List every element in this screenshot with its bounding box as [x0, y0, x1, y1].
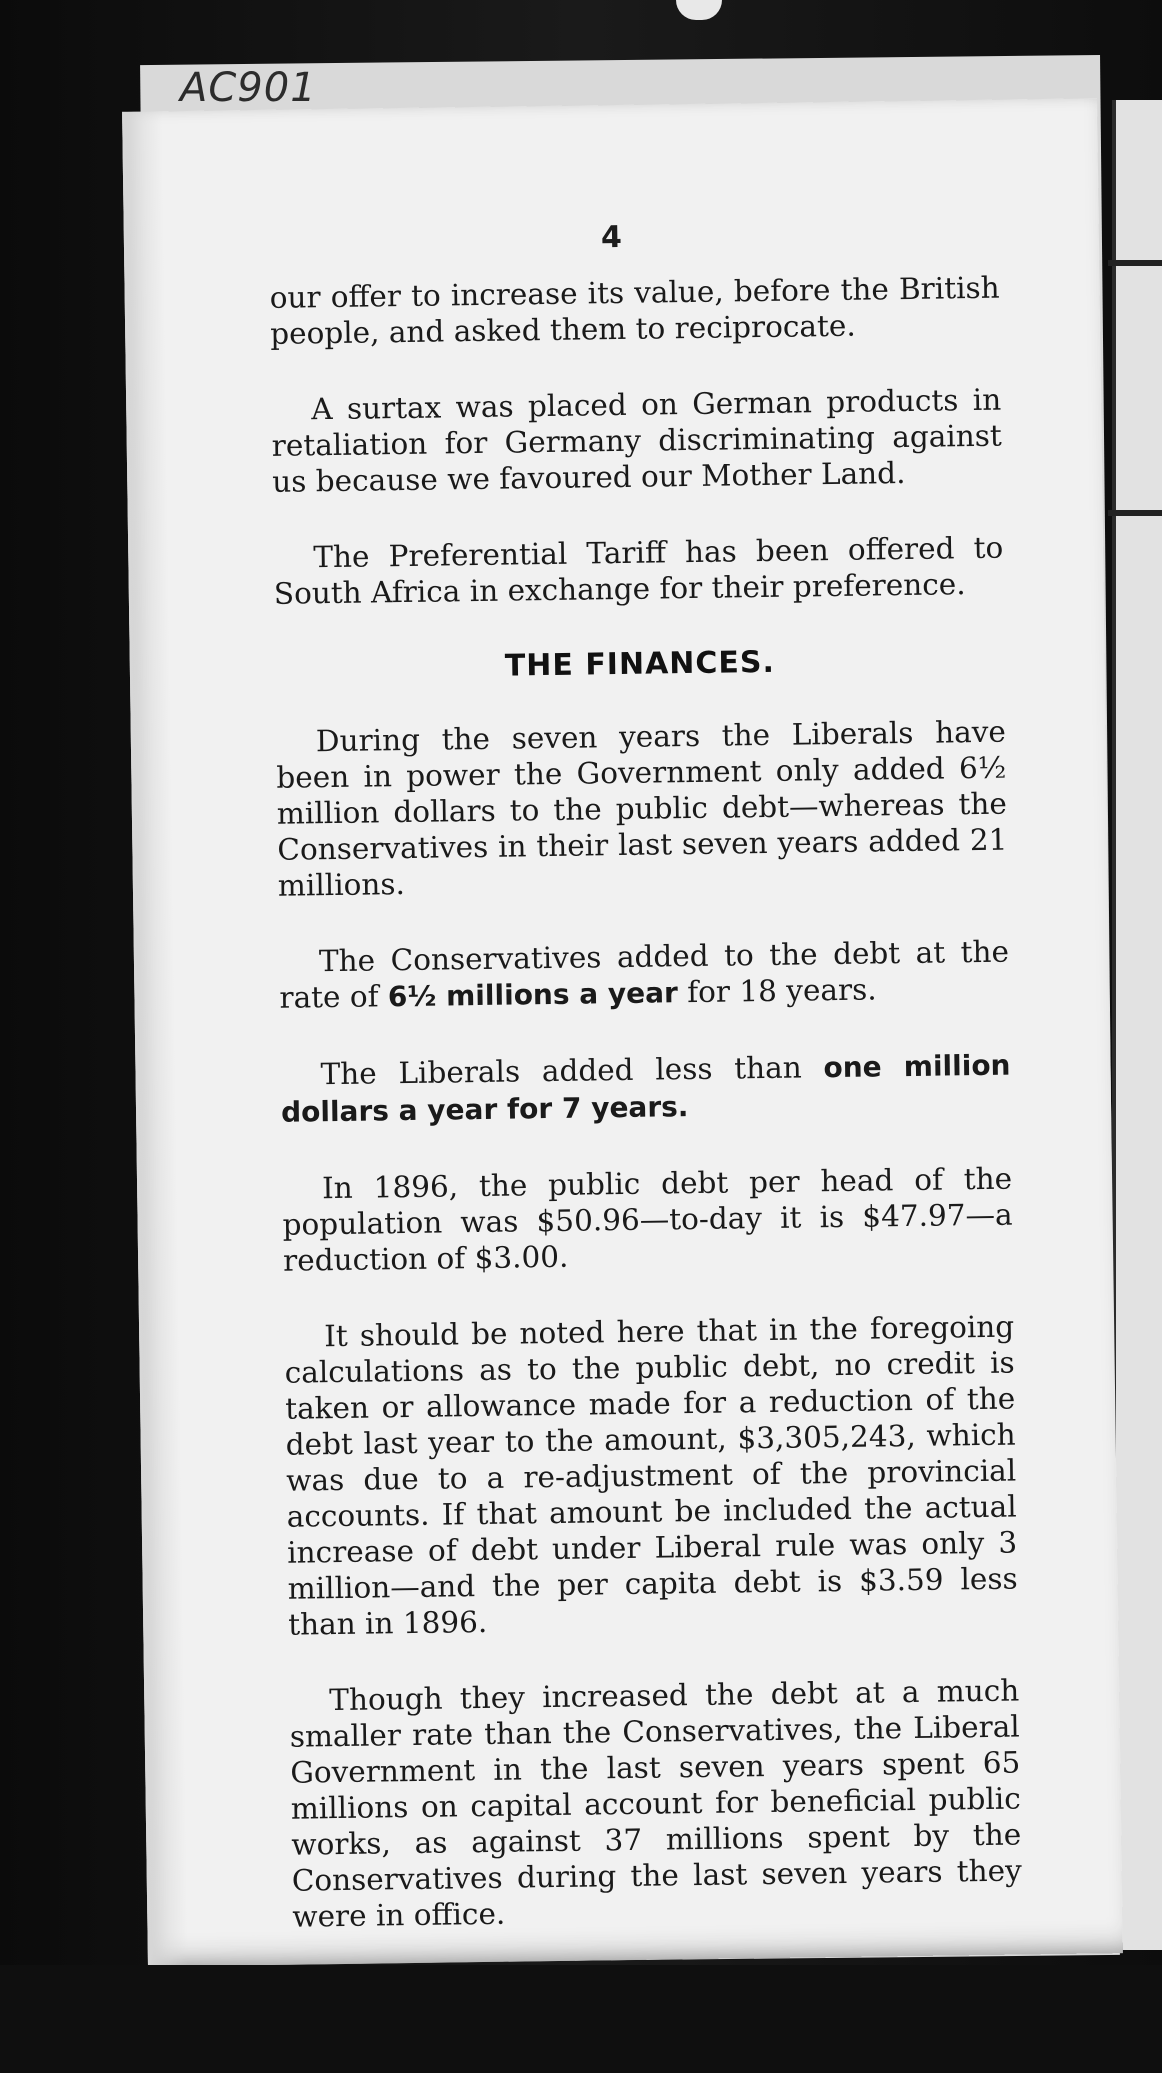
section-heading: THE FINANCES. [504, 644, 776, 684]
body-text [269, 270, 1023, 1975]
emphasis-text: one million dollars a year for 7 years. [280, 1048, 1011, 1129]
page-number: 4 [600, 219, 623, 256]
paragraph-readjustment: It should be noted here that in the foregoing calculations as to the public debt, no credit is taken or allowance made for a reduction of the debt last year to the amount, $3,305,243, which was due to a re-adjustment of the provincial accounts. If that amount be included the actual increase of debt under Liberal rule was only 3 million—and the per capita debt is $3.59 less than in 1896. [284, 1309, 1018, 1642]
paragraph-public-works: Though they increased the debt at a much smaller rate than the Conservatives, the Liberal Government in the last seven years spent 65 millions on capital account for beneficial public works, as against 37 millions spent by the Conservatives during the last seven years they were in office. [289, 1673, 1022, 1934]
paragraph-seven-years: During the seven years the Liberals have been in power the Government only added 6½ million dollars to the public debt—whereas the Conservatives in their last seven years added 21 millions. [276, 714, 1008, 903]
paragraph-continuation: our offer to increase its value, before the British people, and asked them to reciprocate. [269, 270, 1000, 351]
paragraph-surtax: A surtax was placed on German products in retaliation for Germany discriminating against us because we favoured our Mother Land. [271, 382, 1002, 499]
binding-mark [1108, 260, 1162, 266]
binding-mark [1108, 510, 1162, 516]
scan-bottom-edge [0, 1965, 1162, 2073]
document-page [122, 98, 1123, 1966]
adjacent-page-edge [1112, 100, 1162, 1950]
paragraph-liberal-rate [280, 1047, 1011, 1131]
paragraph-conservative-rate [279, 934, 1010, 1017]
emphasis-text: 6½ millions a year [387, 976, 679, 1014]
text-run: for 18 years. [677, 972, 877, 1010]
paragraph-debt-per-head: In 1896, the public debt per head of the population was $50.96—to-day it is $47.97—a reduction of $3.00. [282, 1161, 1013, 1278]
text-run: The Conservatives added to the debt at the rate of [279, 934, 1010, 1015]
text-run: The Liberals added less than [320, 1050, 824, 1092]
paragraph-preferential-tariff: The Preferential Tariff has been offered to South Africa in exchange for their preference. [273, 530, 1004, 611]
archive-mark: AC901 [180, 65, 317, 111]
